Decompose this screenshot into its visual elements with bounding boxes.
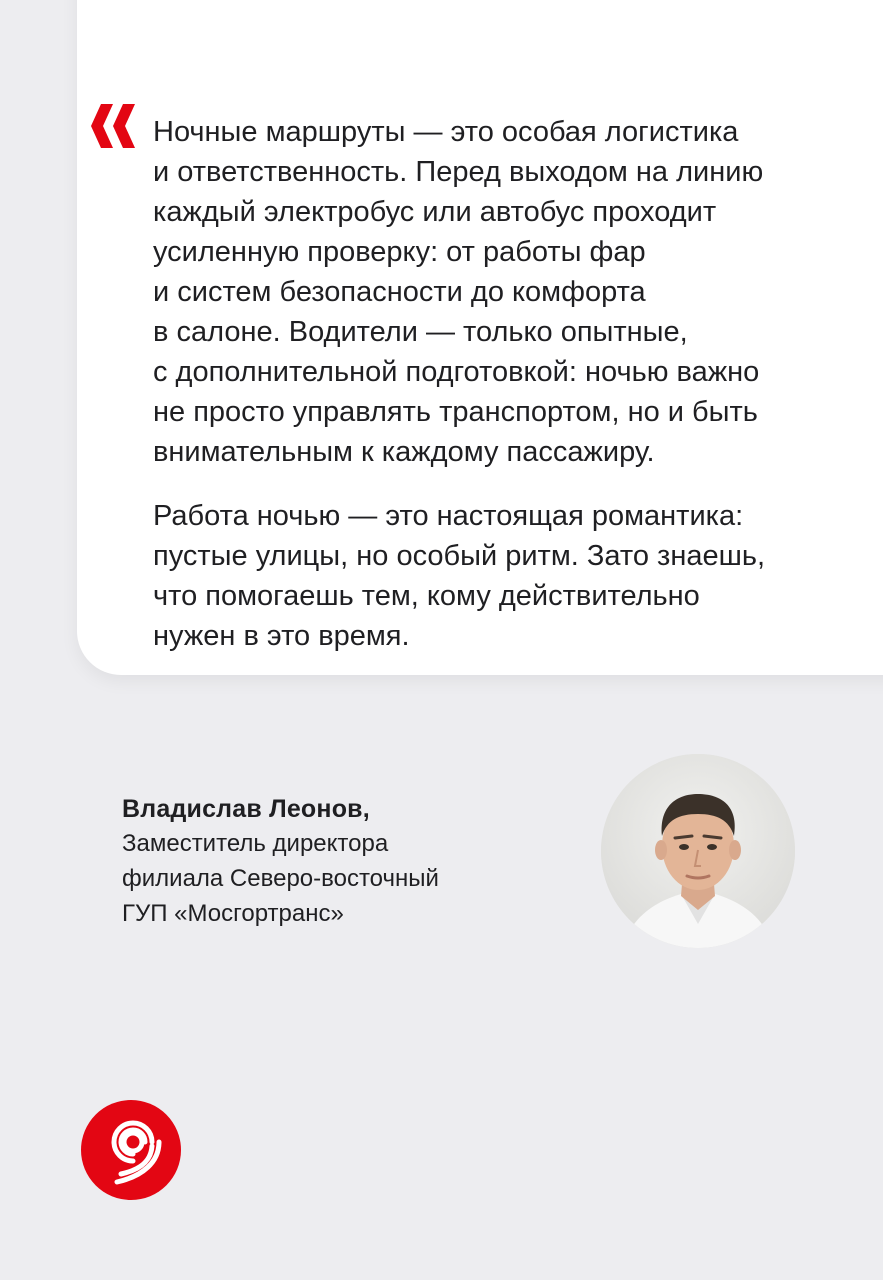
author-name: Владислав Леонов, [122,795,370,823]
quote-paragraph-1: Ночные маршруты — это особая логистика и ответственность. Перед выходом на линию каждый электробус или автобус проходит усиленную проверку: от работы фар и систем безопасности до комфорта в салоне. Водители — только опытные, с дополнительной подготовкой: ночью важно не просто управлять транспортом, но и быть внимательным к каждому пассажиру. [153,116,764,468]
author-position: Заместитель директора филиала Северо-восточный ГУП «Мосгортранс» [122,830,439,927]
quote-mark-icon [91,104,135,148]
avatar-portrait [601,754,795,948]
quote-text [153,112,853,656]
mosgortrans-logo-icon [81,1100,181,1200]
author-block [122,792,562,931]
quote-paragraph-2: Работа ночью — это настоящая романтика: пустые улицы, но особый ритм. Зато знаешь, что помогаешь тем, кому действительно нужен в это время. [153,500,766,652]
avatar [601,754,795,948]
